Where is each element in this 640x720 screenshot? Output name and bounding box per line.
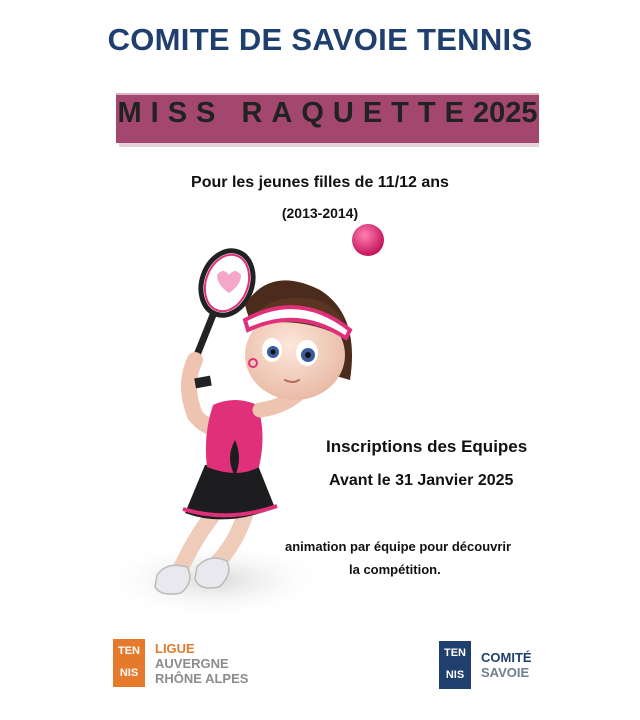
- comite-line-2: SAVOIE: [481, 665, 530, 680]
- animation-line-1: animation par équipe pour découvrir: [285, 539, 512, 554]
- ligue-name: [155, 641, 248, 686]
- tennis-ball-icon: [352, 224, 384, 256]
- comite-tennis-logo: [439, 641, 471, 689]
- title-banner-shadow: [119, 143, 539, 147]
- birth-years: (2013-2014): [281, 205, 359, 221]
- ligue-line-1: LIGUE: [155, 641, 195, 656]
- logo-ten-text: TEN: [118, 645, 140, 657]
- logo-nis-text: NIS: [445, 669, 465, 681]
- ligue-line-2: AUVERGNE: [155, 656, 229, 671]
- comite-line-1: COMITÉ: [481, 650, 532, 665]
- event-name: MISS RAQUETTE: [117, 97, 473, 129]
- organization-title: COMITE DE SAVOIE TENNIS: [107, 22, 533, 57]
- audience-line: Pour les jeunes filles de 11/12 ans: [191, 174, 449, 191]
- title-banner-text: [116, 97, 539, 130]
- ligue-tennis-logo: [113, 639, 145, 687]
- comite-name: [481, 650, 532, 680]
- logo-ten-text: TEN: [444, 647, 466, 659]
- animation-line-2: la compétition.: [349, 562, 441, 577]
- event-year: 2025: [472, 97, 538, 129]
- registration-line: Inscriptions des Equipes: [326, 437, 528, 456]
- registration-deadline: Avant le 31 Janvier 2025: [329, 472, 514, 489]
- ligue-line-3: RHÔNE ALPES: [155, 671, 249, 686]
- logo-nis-text: NIS: [119, 667, 139, 679]
- tennis-player-illustration: [95, 215, 395, 620]
